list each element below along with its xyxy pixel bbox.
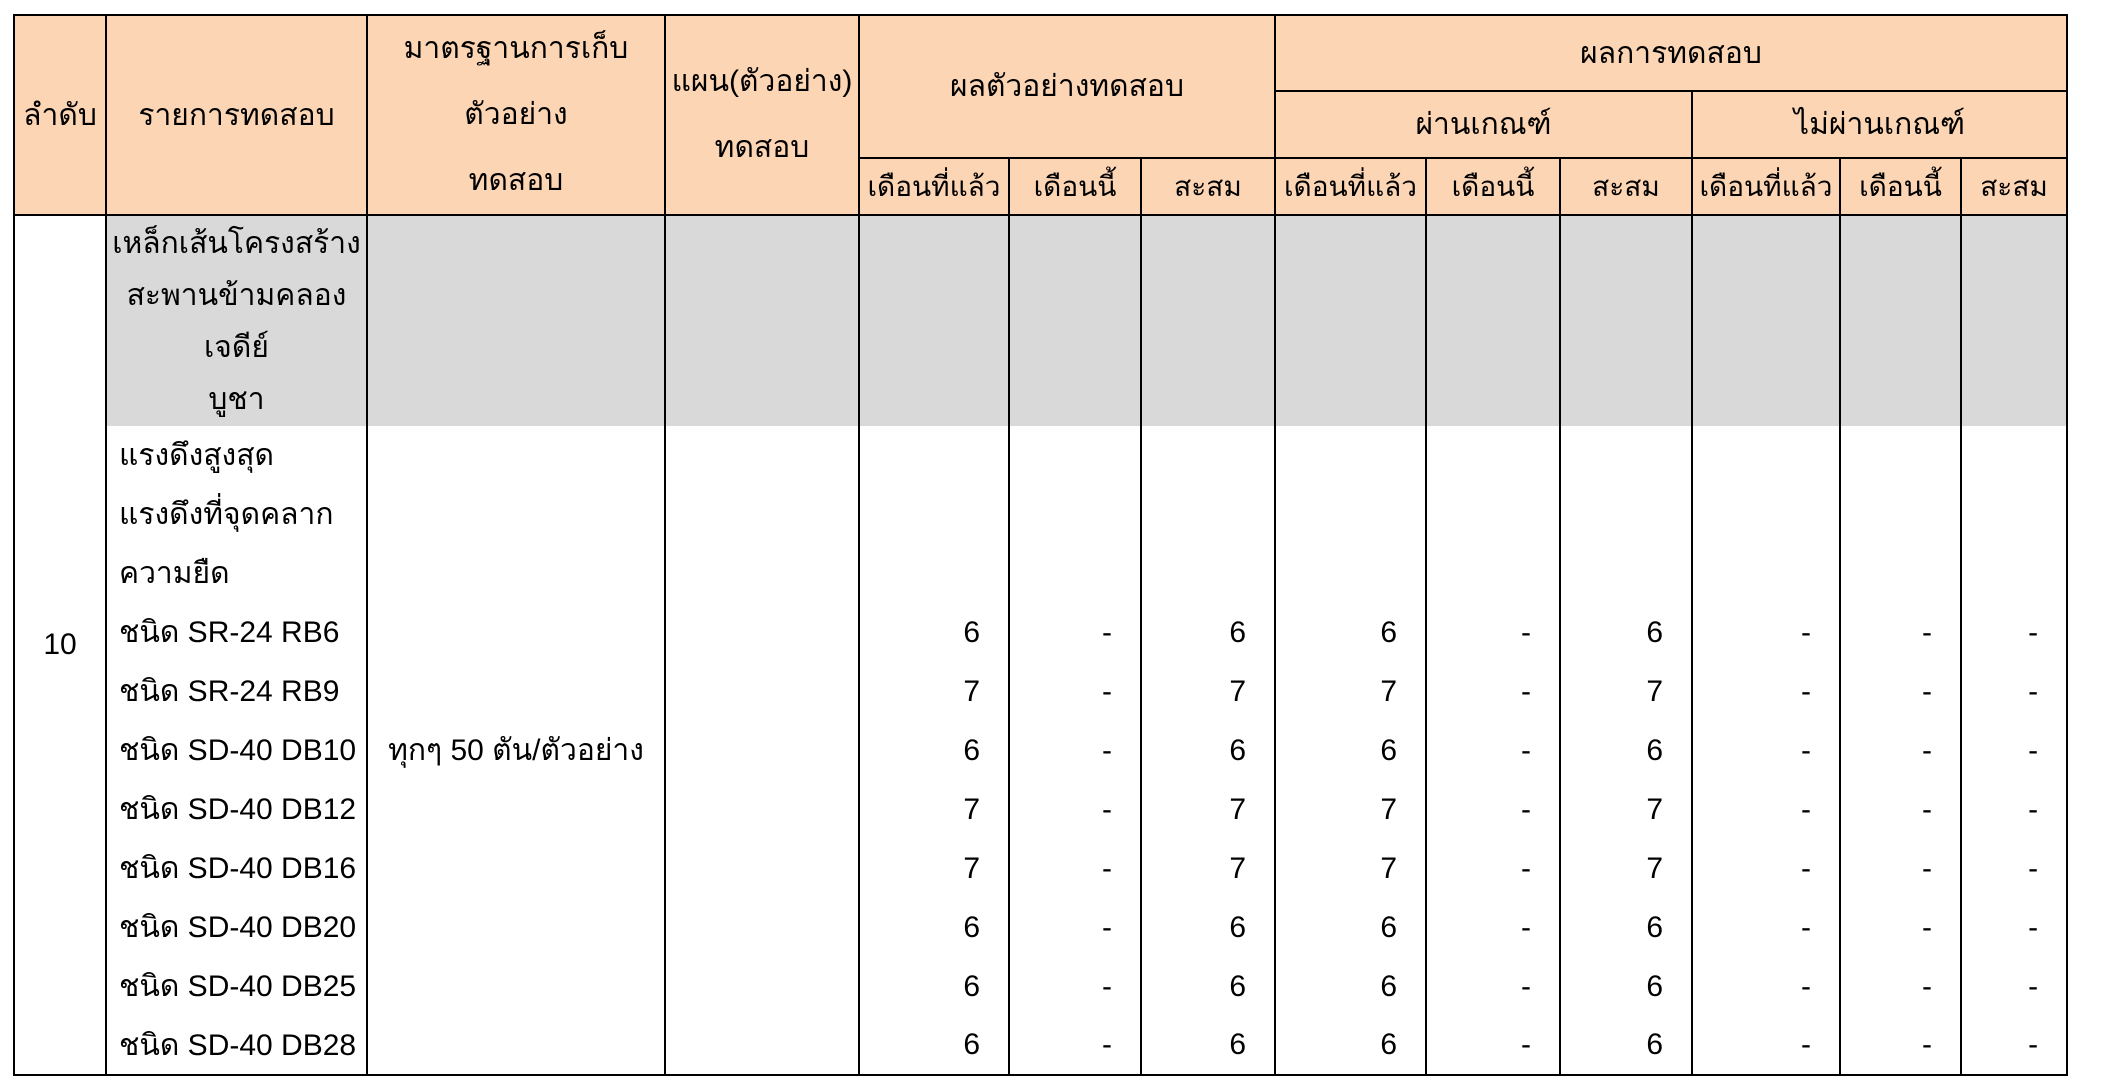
item-label-cell: ชนิด SR-24 RB9: [106, 662, 367, 721]
value-cell: [1009, 544, 1141, 603]
order-number-cell: 10: [14, 215, 106, 1075]
group-empty-cell: [1426, 215, 1560, 426]
header-standard-line1: มาตรฐานการเก็บตัวอย่าง: [403, 32, 629, 131]
table-row: [14, 780, 2067, 839]
item-label-cell: ชนิด SD-40 DB12: [106, 780, 367, 839]
header-standard-line2: ทดสอบ: [468, 164, 564, 197]
table-row: [14, 898, 2067, 957]
value-cell: -: [1961, 603, 2067, 662]
table-row: [14, 544, 2067, 603]
value-cell: [1560, 485, 1692, 544]
value-cell: [1009, 426, 1141, 485]
value-cell: [1141, 485, 1275, 544]
value-cell: -: [1009, 1016, 1141, 1075]
group-title-line1: เหล็กเส้นโครงสร้าง: [112, 227, 361, 260]
table-row: [14, 957, 2067, 1016]
value-cell: [1692, 426, 1840, 485]
table-row: [14, 485, 2067, 544]
value-cell: -: [1692, 1016, 1840, 1075]
value-cell: -: [1426, 721, 1560, 780]
group-title-row: [14, 215, 2067, 426]
value-cell: -: [1840, 603, 1961, 662]
value-cell: -: [1692, 603, 1840, 662]
item-label-cell: ชนิด SR-24 RB6: [106, 603, 367, 662]
value-cell: [1840, 544, 1961, 603]
value-cell: 6: [1275, 898, 1426, 957]
value-cell: 7: [1275, 839, 1426, 898]
value-cell: -: [1840, 662, 1961, 721]
value-cell: 7: [1141, 662, 1275, 721]
value-cell: -: [1692, 721, 1840, 780]
value-cell: -: [1840, 1016, 1961, 1075]
item-label-cell: ชนิด SD-40 DB25: [106, 957, 367, 1016]
value-cell: -: [1426, 839, 1560, 898]
value-cell: 6: [1141, 603, 1275, 662]
value-cell: 7: [1560, 839, 1692, 898]
header-standard: [367, 15, 665, 215]
value-cell: -: [1009, 662, 1141, 721]
value-cell: [1840, 485, 1961, 544]
value-cell: [859, 485, 1009, 544]
value-cell: 7: [1560, 662, 1692, 721]
value-cell: 6: [1275, 1016, 1426, 1075]
table-row: [14, 1016, 2067, 1075]
value-cell: -: [1961, 898, 2067, 957]
group-empty-cell: [1141, 215, 1275, 426]
subheader-sample-last-month: เดือนที่แล้ว: [859, 158, 1009, 215]
header-plan-line1: แผน(ตัวอย่าง): [671, 65, 853, 98]
value-cell: -: [1961, 1016, 2067, 1075]
header-item: รายการทดสอบ: [106, 15, 367, 215]
item-label-cell: แรงดึงที่จุดคลาก: [106, 485, 367, 544]
group-empty-cell: [1275, 215, 1426, 426]
value-cell: -: [1692, 839, 1840, 898]
value-cell: 6: [859, 957, 1009, 1016]
value-cell: [1426, 485, 1560, 544]
group-empty-cell: [1692, 215, 1840, 426]
value-cell: [1275, 426, 1426, 485]
value-cell: -: [1009, 957, 1141, 1016]
value-cell: -: [1840, 839, 1961, 898]
value-cell: 6: [1560, 898, 1692, 957]
value-cell: [859, 426, 1009, 485]
table-row: [14, 662, 2067, 721]
value-cell: -: [1840, 721, 1961, 780]
value-cell: [1961, 426, 2067, 485]
value-cell: [1840, 426, 1961, 485]
value-cell: 6: [1141, 957, 1275, 1016]
subheader-pass-this-month: เดือนนี้: [1426, 158, 1560, 215]
value-cell: 6: [1560, 721, 1692, 780]
table-row: [14, 721, 2067, 780]
value-cell: -: [1009, 839, 1141, 898]
value-cell: -: [1961, 839, 2067, 898]
value-cell: -: [1961, 662, 2067, 721]
header-group-test-results: ผลการทดสอบ: [1275, 15, 2067, 91]
item-label-cell: ชนิด SD-40 DB16: [106, 839, 367, 898]
value-cell: 7: [859, 662, 1009, 721]
value-cell: -: [1426, 898, 1560, 957]
value-cell: [1426, 426, 1560, 485]
value-cell: -: [1840, 957, 1961, 1016]
standard-cell: ทุกๆ 50 ตัน/ตัวอย่าง: [367, 426, 665, 1075]
value-cell: 6: [1275, 957, 1426, 1016]
subheader-sample-this-month: เดือนนี้: [1009, 158, 1141, 215]
value-cell: [1141, 544, 1275, 603]
item-label-cell: ชนิด SD-40 DB28: [106, 1016, 367, 1075]
value-cell: -: [1961, 780, 2067, 839]
value-cell: [1961, 485, 2067, 544]
group-title-line2: สะพานข้ามคลองเจดีย์: [126, 279, 347, 364]
item-label-cell: ชนิด SD-40 DB20: [106, 898, 367, 957]
group-empty-cell: [1009, 215, 1141, 426]
value-cell: -: [1692, 780, 1840, 839]
item-label-cell: แรงดึงสูงสุด: [106, 426, 367, 485]
value-cell: -: [1426, 957, 1560, 1016]
test-report-table: [13, 14, 2068, 1076]
value-cell: -: [1009, 721, 1141, 780]
item-label-cell: ชนิด SD-40 DB10: [106, 721, 367, 780]
value-cell: [1692, 485, 1840, 544]
table-row: [14, 426, 2067, 485]
value-cell: 6: [859, 603, 1009, 662]
header-group-sample-results: ผลตัวอย่างทดสอบ: [859, 15, 1275, 158]
value-cell: -: [1009, 603, 1141, 662]
value-cell: 6: [1141, 898, 1275, 957]
value-cell: 7: [859, 839, 1009, 898]
subheader-fail-this-month: เดือนนี้: [1840, 158, 1961, 215]
value-cell: -: [1692, 662, 1840, 721]
header-order: ลำดับ: [14, 15, 106, 215]
value-cell: 6: [1560, 957, 1692, 1016]
value-cell: -: [1426, 603, 1560, 662]
value-cell: -: [1426, 780, 1560, 839]
value-cell: [1009, 485, 1141, 544]
value-cell: 7: [1275, 662, 1426, 721]
plan-cell: [665, 426, 859, 1075]
value-cell: [1692, 544, 1840, 603]
value-cell: -: [1840, 898, 1961, 957]
value-cell: 7: [1141, 780, 1275, 839]
subheader-pass-last-month: เดือนที่แล้ว: [1275, 158, 1426, 215]
value-cell: 7: [859, 780, 1009, 839]
value-cell: -: [1009, 898, 1141, 957]
group-empty-cell: [1560, 215, 1692, 426]
group-empty-cell: [1961, 215, 2067, 426]
value-cell: 6: [859, 721, 1009, 780]
value-cell: 6: [1275, 721, 1426, 780]
value-cell: [1275, 544, 1426, 603]
value-cell: 6: [1560, 603, 1692, 662]
header-plan: [665, 15, 859, 215]
group-plan-cell: [665, 215, 859, 426]
value-cell: 6: [1275, 603, 1426, 662]
header-plan-line2: ทดสอบ: [714, 131, 810, 164]
group-standard-cell: [367, 215, 665, 426]
value-cell: -: [1426, 1016, 1560, 1075]
value-cell: 6: [1560, 1016, 1692, 1075]
value-cell: 7: [1560, 780, 1692, 839]
value-cell: -: [1961, 721, 2067, 780]
group-title-line3: บูชา: [208, 383, 265, 416]
item-label-cell: ความยืด: [106, 544, 367, 603]
group-empty-cell: [1840, 215, 1961, 426]
value-cell: -: [1426, 662, 1560, 721]
subheader-fail-last-month: เดือนที่แล้ว: [1692, 158, 1840, 215]
table-row: [14, 839, 2067, 898]
header-group-pass: ผ่านเกณฑ์: [1275, 91, 1692, 158]
group-title-cell: [106, 215, 367, 426]
value-cell: -: [1692, 957, 1840, 1016]
value-cell: 6: [859, 1016, 1009, 1075]
value-cell: [1426, 544, 1560, 603]
group-empty-cell: [859, 215, 1009, 426]
subheader-fail-cumulative: สะสม: [1961, 158, 2067, 215]
value-cell: 6: [859, 898, 1009, 957]
value-cell: [1560, 544, 1692, 603]
subheader-pass-cumulative: สะสม: [1560, 158, 1692, 215]
value-cell: 6: [1141, 1016, 1275, 1075]
value-cell: [859, 544, 1009, 603]
value-cell: 6: [1141, 721, 1275, 780]
value-cell: 7: [1141, 839, 1275, 898]
table-row: [14, 603, 2067, 662]
value-cell: [1560, 426, 1692, 485]
value-cell: [1141, 426, 1275, 485]
subheader-sample-cumulative: สะสม: [1141, 158, 1275, 215]
value-cell: -: [1840, 780, 1961, 839]
value-cell: 7: [1275, 780, 1426, 839]
header-group-fail: ไม่ผ่านเกณฑ์: [1692, 91, 2067, 158]
value-cell: -: [1009, 780, 1141, 839]
value-cell: -: [1692, 898, 1840, 957]
value-cell: [1275, 485, 1426, 544]
value-cell: [1961, 544, 2067, 603]
value-cell: -: [1961, 957, 2067, 1016]
